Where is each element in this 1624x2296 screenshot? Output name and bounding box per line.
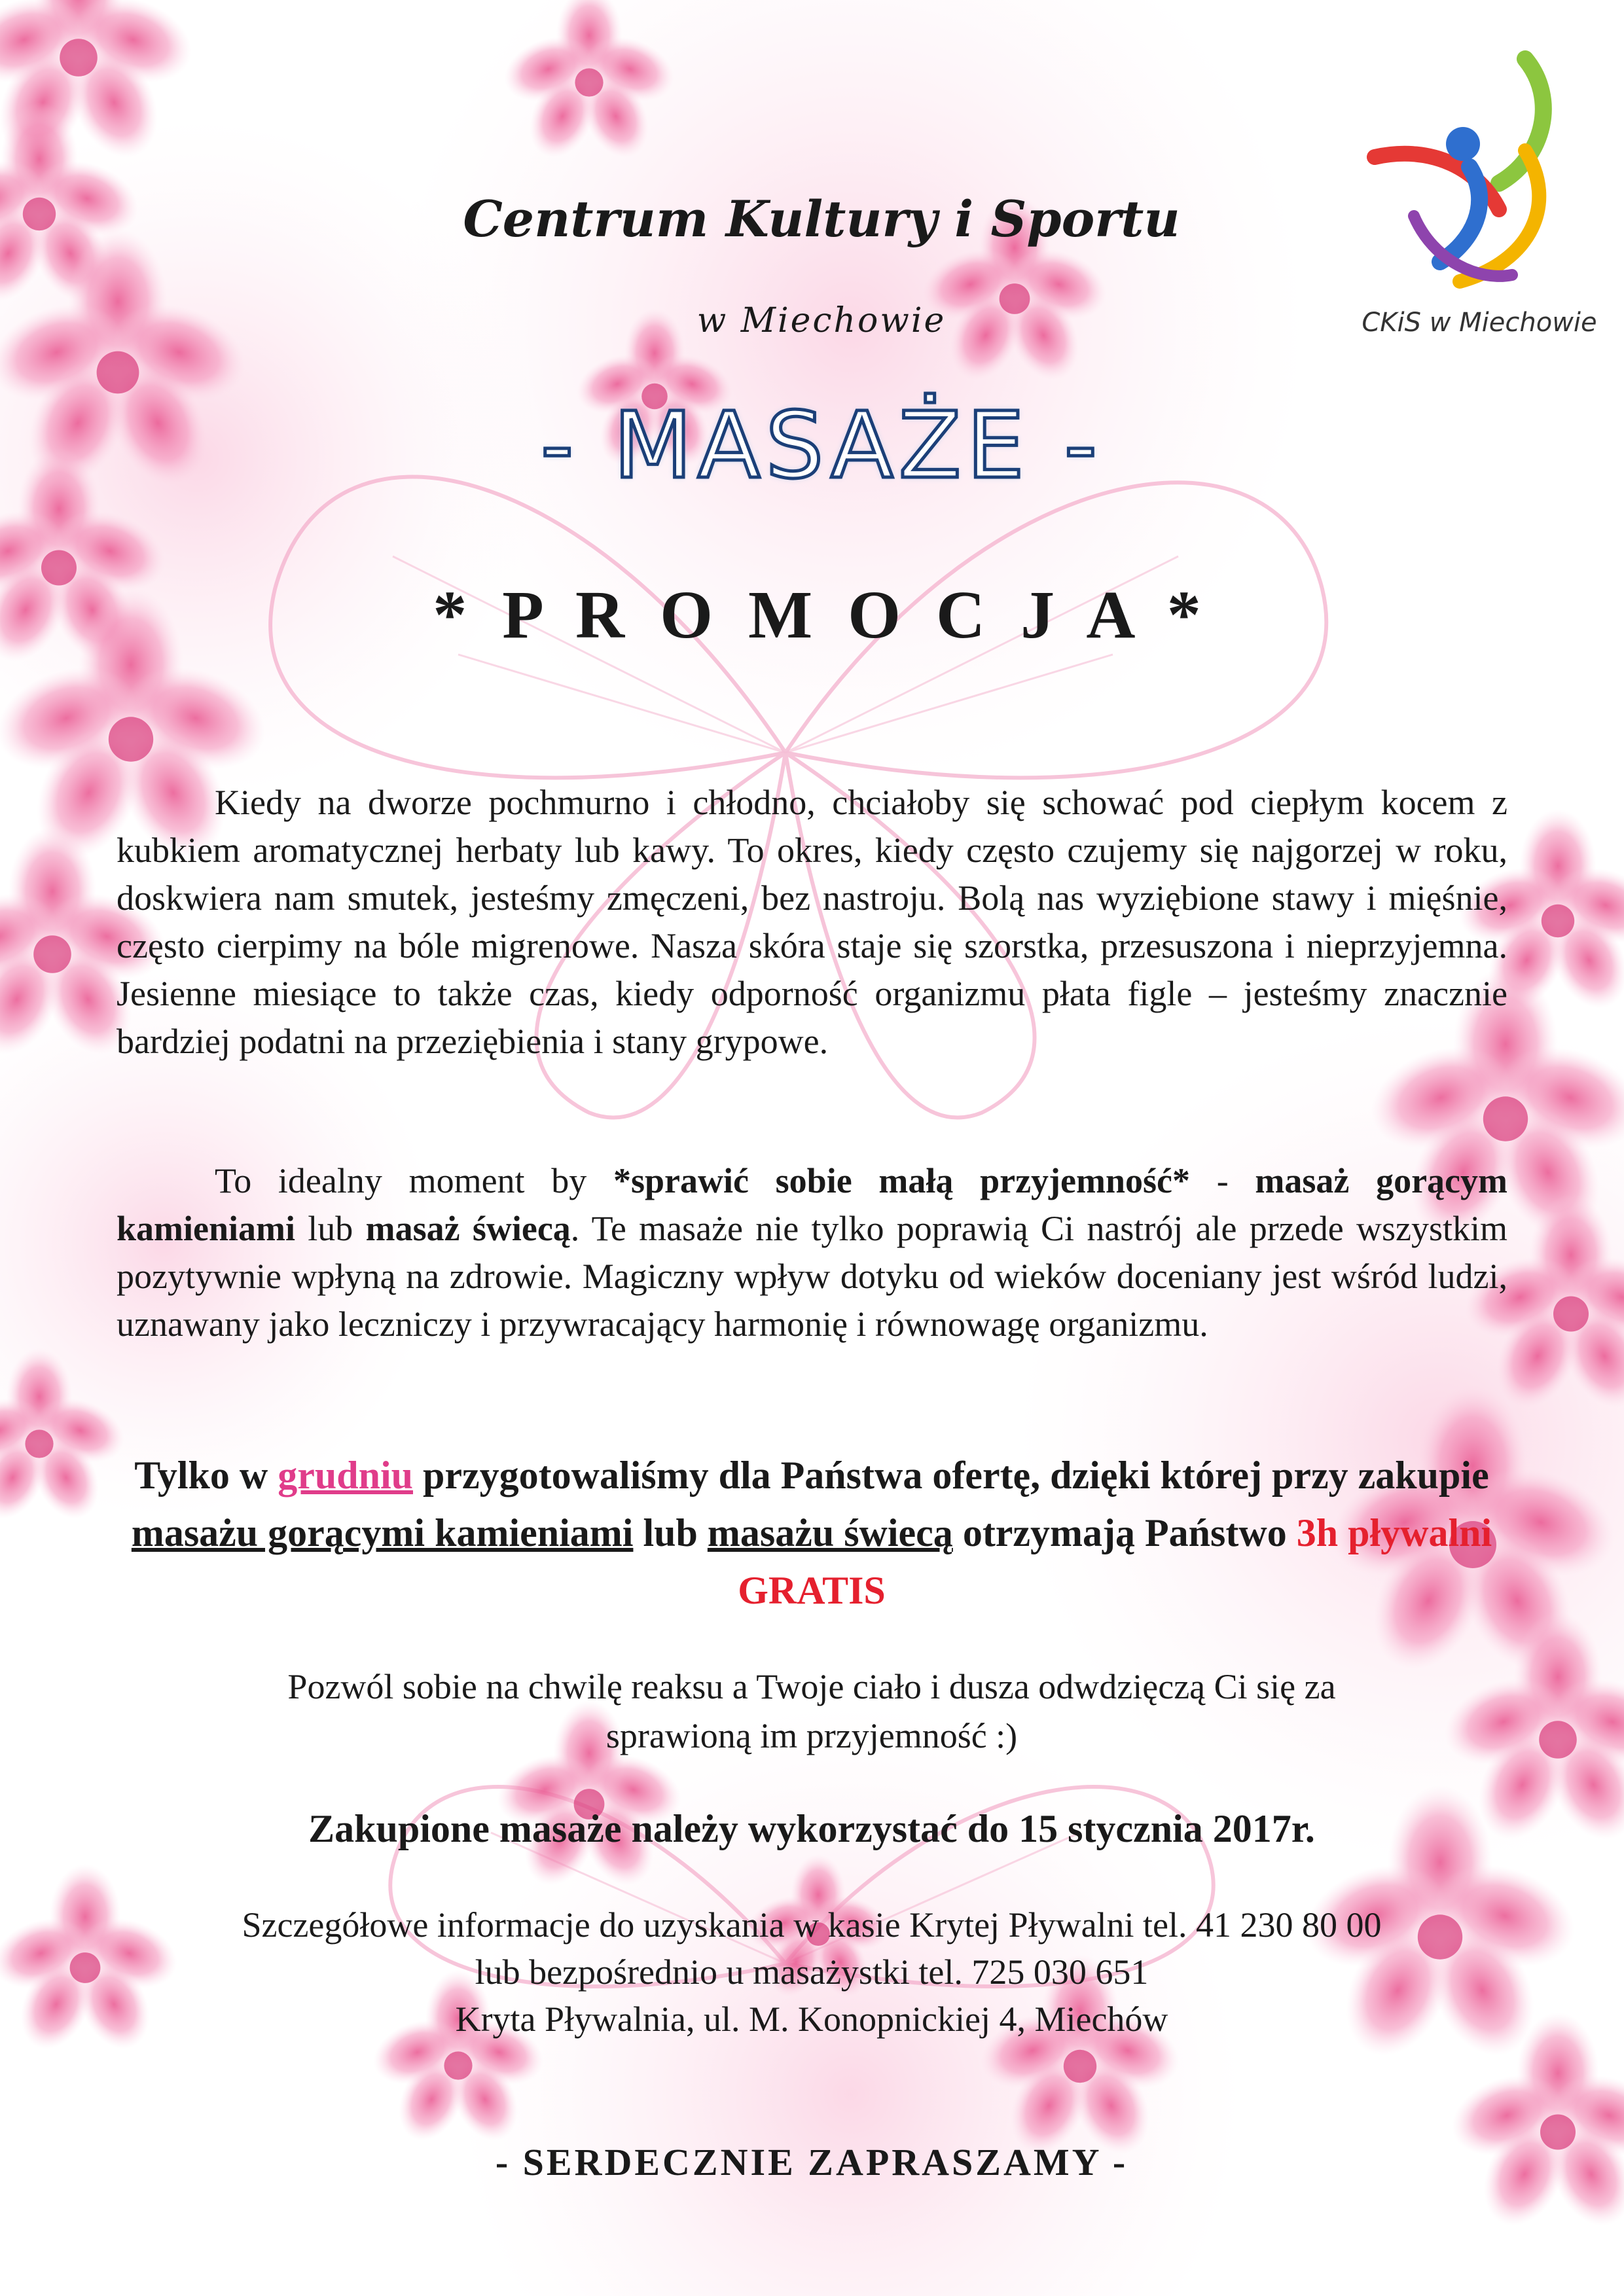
offer-paragraph — [117, 1157, 1507, 1348]
intro-text: Kiedy na dworze pochmurno i chłodno, chciałoby się schować pod ciepłym kocem z kubkiem aromatycznej herbaty lub kawy. To okres, kiedy często czujemy się najgorzej w roku, doskwiera nam smutek, jesteśmy zmęczeni, bez nastroju. Bolą nas wyziębione stawy i mięśnie, często cierpimy na bóle migrenowe. Nasza skóra staje się szorstka, przesuszona i nieprzyjemna. Jesienne miesiące to także czas, kiedy odporność organizmu płata figle – jesteśmy znacznie bardziej podatni na przeziębienia i stany grypowe. — [117, 783, 1507, 1061]
para2-text-4: . Te masaże nie tylko poprawią Ci nastrój ale przede wszystkim pozytywnie wpłyną na zdrowie. Magiczny wpływ dotyku od wieków doceniany jest wśród ludzi, uznawany jako leczniczy i przywracający harmonię i równowagę organizmu. — [117, 1209, 1507, 1344]
offer-text-3: lub — [633, 1511, 708, 1554]
relax-line-1: Pozwól sobie na chwilę reaksu a Twoje ciało i dusza odwdzięczą Ci się za — [287, 1667, 1336, 1706]
para2-bold-pleasure: *sprawić sobie małą przyjemność* — [613, 1161, 1190, 1200]
organization-city: w Miechowie — [696, 301, 947, 340]
relax-note — [92, 1662, 1532, 1761]
offer-gift: 3h pływalni GRATIS — [738, 1511, 1492, 1612]
offer-massage-candle: masażu świecą — [707, 1511, 953, 1554]
logo-caption: CKiS w Miechowie — [1362, 308, 1597, 338]
contact-info — [92, 1901, 1532, 2043]
ckis-logo — [1362, 46, 1597, 360]
event-title: - MASAŻE - — [540, 393, 1103, 499]
offer-announcement — [92, 1446, 1532, 1619]
offer-massage-stones: masażu gorącymi kamieniami — [131, 1511, 634, 1554]
promo-heading: * P R O M O C J A * — [433, 577, 1210, 653]
contact-line-1: Szczegółowe informacje do uzyskania w kasie Krytej Pływalni tel. 41 230 80 00 — [242, 1905, 1382, 1945]
relax-line-2: sprawioną im przyjemność :) — [605, 1716, 1018, 1755]
offer-text-2: przygotowaliśmy dla Państwa ofertę, dzięki której przy zakupie — [413, 1454, 1489, 1497]
contact-address: Kryta Pływalnia, ul. M. Konopnickiej 4, Miechów — [455, 2000, 1168, 2039]
deadline-note: Zakupione masaże należy wykorzystać do 15 stycznia 2017r. — [308, 1807, 1315, 1850]
contact-line-2: lub bezpośrednio u masażystki tel. 725 030 651 — [475, 1952, 1149, 1992]
para2-text-3: lub — [295, 1209, 366, 1248]
organization-name: Centrum Kultury i Sportu — [463, 190, 1180, 248]
closing-invitation: - SERDECZNIE ZAPRASZAMY - — [495, 2141, 1128, 2183]
offer-month: grudniu — [278, 1454, 413, 1497]
para2-text-2: - — [1190, 1161, 1255, 1200]
intro-paragraph — [117, 779, 1507, 1066]
para2-text-1: To idealny moment by — [215, 1161, 613, 1200]
ckis-logo-icon — [1362, 46, 1597, 308]
offer-text-1: Tylko w — [134, 1454, 278, 1497]
offer-text-4: otrzymają Państwo — [952, 1511, 1297, 1554]
para2-bold-hot-stones: masaż gorącym kamieniami — [117, 1161, 1507, 1248]
para2-bold-candle: masaż świecą — [365, 1209, 571, 1248]
